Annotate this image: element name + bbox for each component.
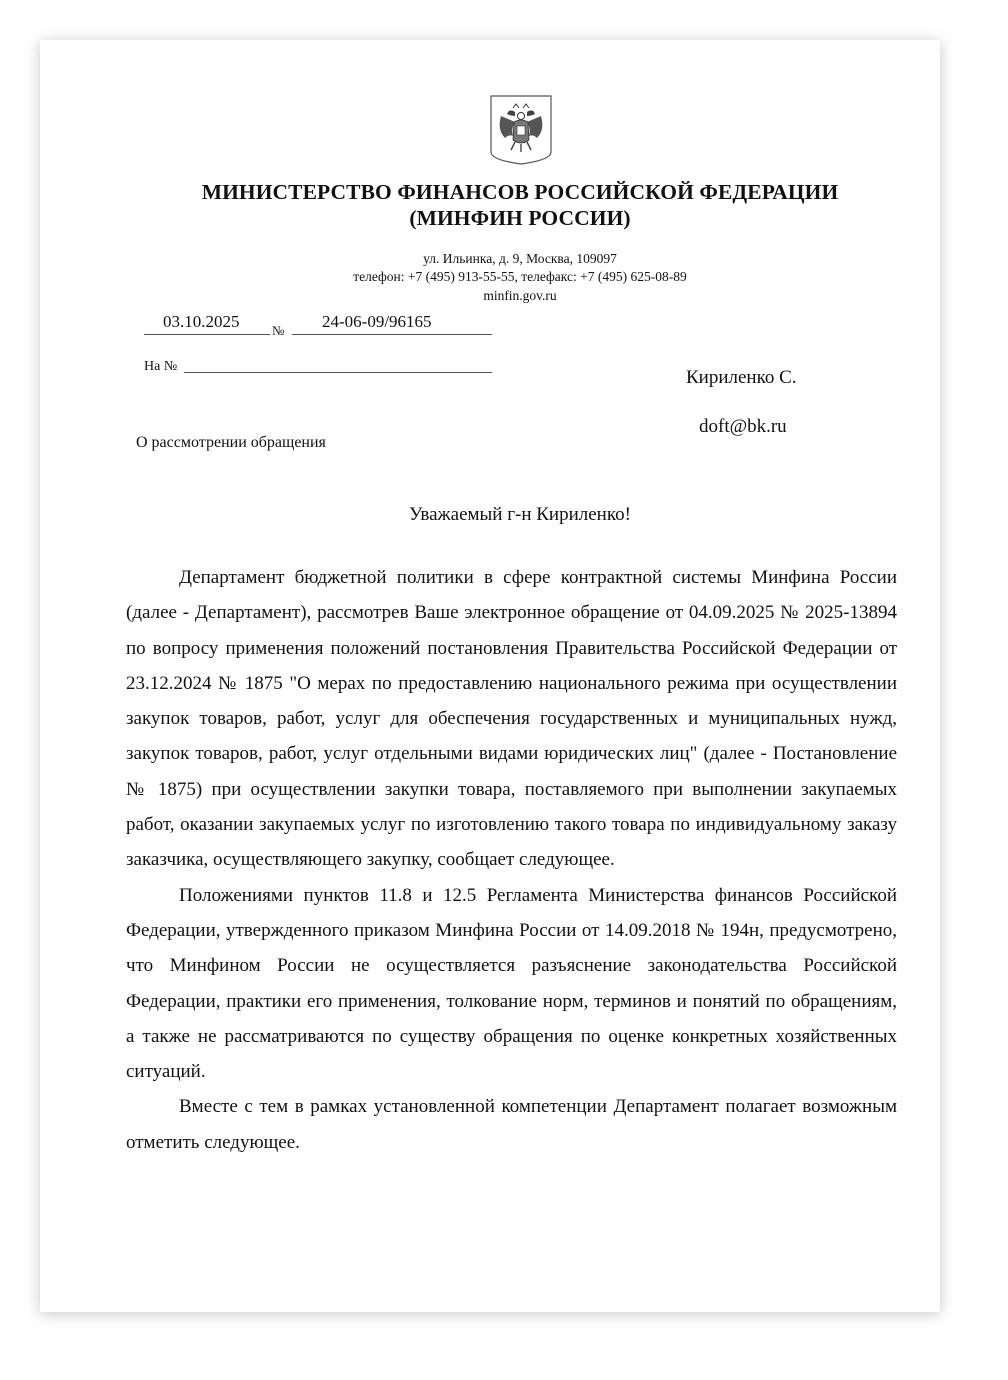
addressee-name: Кириленко С. [686,367,797,388]
coat-of-arms-icon [489,94,553,166]
ministry-phones: телефон: +7 (495) 913-55-55, телефакс: +7 (495) 625-08-89 [353,269,687,284]
addressee-email: doft@bk.ru [699,416,787,437]
body-paragraph: Департамент бюджетной политики в сфере контрактной системы Минфина России (далее - Департамент), рассмотрев Ваше электронное обращение от 04.09.2025 № 2025-13894 по вопросу применения положений постановления Правительства Российской Федерации от 23.12.2024 № 1875 "О мерах по предоставлению национального режима при осуществлении закупок товаров, работ, услуг для обеспечения государственных и муниципальных нужд, закупок товаров, работ, услуг отдельными видами юридических лиц" (далее - Постановление № 1875) при осуществлении закупки товара, поставляемого при выполнении закупаемых работ, оказании закупаемых услуг по изготовлению такого товара по индивидуальному заказу заказчика, осуществляющего закупку, сообщает следующее. [126,567,897,871]
ministry-website: minfin.gov.ru [483,288,557,303]
document-page [40,40,940,1312]
letter-subject: О рассмотрении обращения [136,434,326,451]
number-sign: № [272,323,285,338]
ministry-name: МИНИСТЕРСТВО ФИНАНСОВ РОССИЙСКОЙ ФЕДЕРАЦИИ [201,180,839,204]
date-underline [144,334,270,335]
ministry-address: ул. Ильинка, д. 9, Москва, 109097 [423,251,617,266]
letter-body [126,560,897,1160]
ministry-short-name: (МИНФИН РОССИИ) [409,206,631,230]
body-paragraph: Положениями пунктов 11.8 и 12.5 Регламента Министерства финансов Российской Федерации, утвержденного приказом Минфина России от 14.09.2018 № 194н, предусмотрено, что Минфином России не осуществляется разъяснение законодательства Российской Федерации, практики его применения, толкование норм, терминов и понятий по обращениям, а также не рассматриваются по существу обращения по оценке конкретных хозяйственных ситуаций. [126,884,897,1083]
reply-to-label: На № [144,359,178,374]
reply-to-underline [184,372,492,373]
outgoing-date: 03.10.2025 [163,312,240,331]
body-paragraph: Вместе с тем в рамках установленной компетенции Департамент полагает возможным отметить следующее. [126,1096,897,1153]
greeting: Уважаемый г-н Кириленко! [409,504,631,525]
outgoing-number: 24-06-09/96165 [322,312,432,331]
number-underline [292,334,492,335]
